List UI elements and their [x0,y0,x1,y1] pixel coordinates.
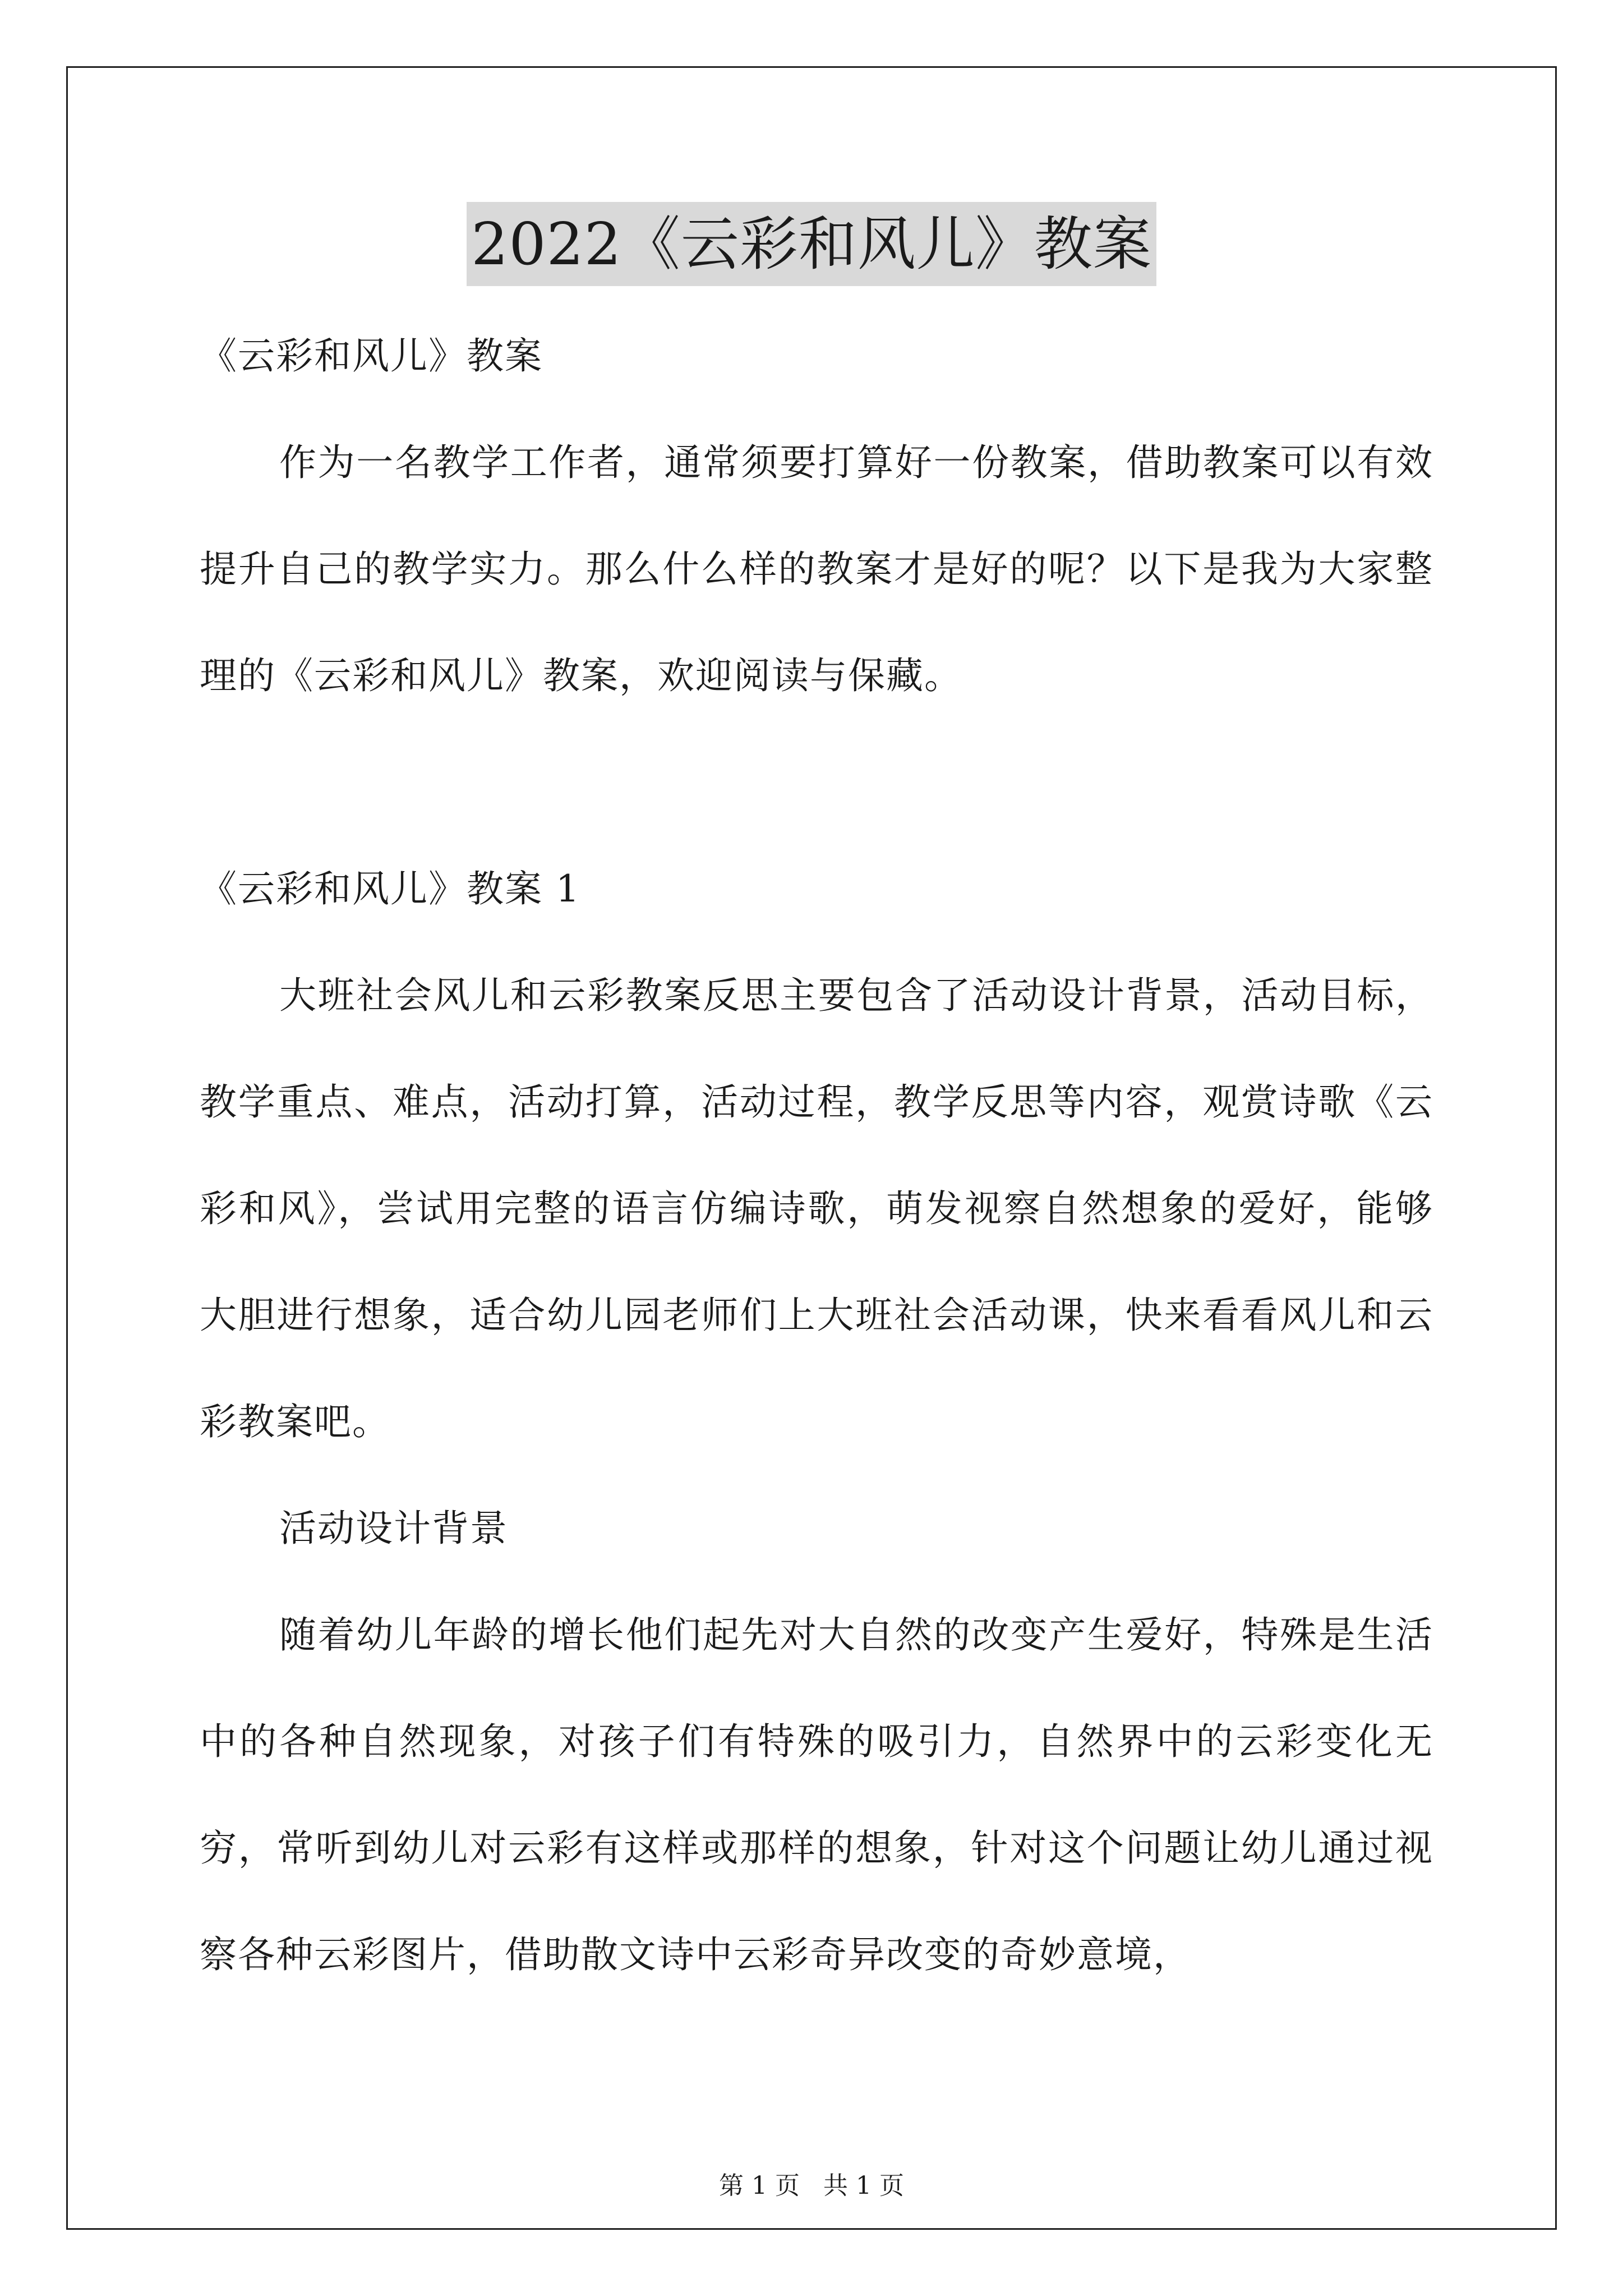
document-body [200,303,1433,2008]
page-count: 共 1 页 [823,2171,904,2200]
section-paragraph: 大班社会风儿和云彩教案反思主要包含了活动设计背景，活动目标，教学重点、难点，活动打算，活动过程，教学反思等内容，观赏诗歌《云彩和风》，尝试用完整的语言仿编诗歌，萌发视察自然想象的爱好，能够大胆进行想象，适合幼儿园老师们上大班社会活动课，快来看看风儿和云彩教案吧。 [200,974,1433,1443]
intro-paragraph: 作为一名教学工作者，通常须要打算好一份教案，借助教案可以有效提升自己的教学实力。那么什么样的教案才是好的呢？以下是我为大家整理的《云彩和风儿》教案，欢迎阅读与保藏。 [200,441,1433,697]
title-container [0,202,1623,286]
section-paragraph-2: 随着幼儿年龄的增长他们起先对大自然的改变产生爱好，特殊是生活中的各种自然现象，对孩子们有特殊的吸引力，自然界中的云彩变化无穷，常听到幼儿对云彩有这样或那样的想象，针对这个问题让幼儿通过视察各种云彩图片，借助散文诗中云彩奇异改变的奇妙意境， [200,1613,1433,1976]
subtitle: 《云彩和风儿》教案 [200,334,543,378]
document-title: 2022《云彩和风儿》教案 [467,202,1156,286]
spacer [200,729,1433,836]
section-heading: 《云彩和风儿》教案 1 [200,867,580,910]
page-footer [0,2165,1623,2201]
page-number: 第 1 页 [719,2171,800,2200]
section-subheading: 活动设计背景 [279,1507,508,1550]
